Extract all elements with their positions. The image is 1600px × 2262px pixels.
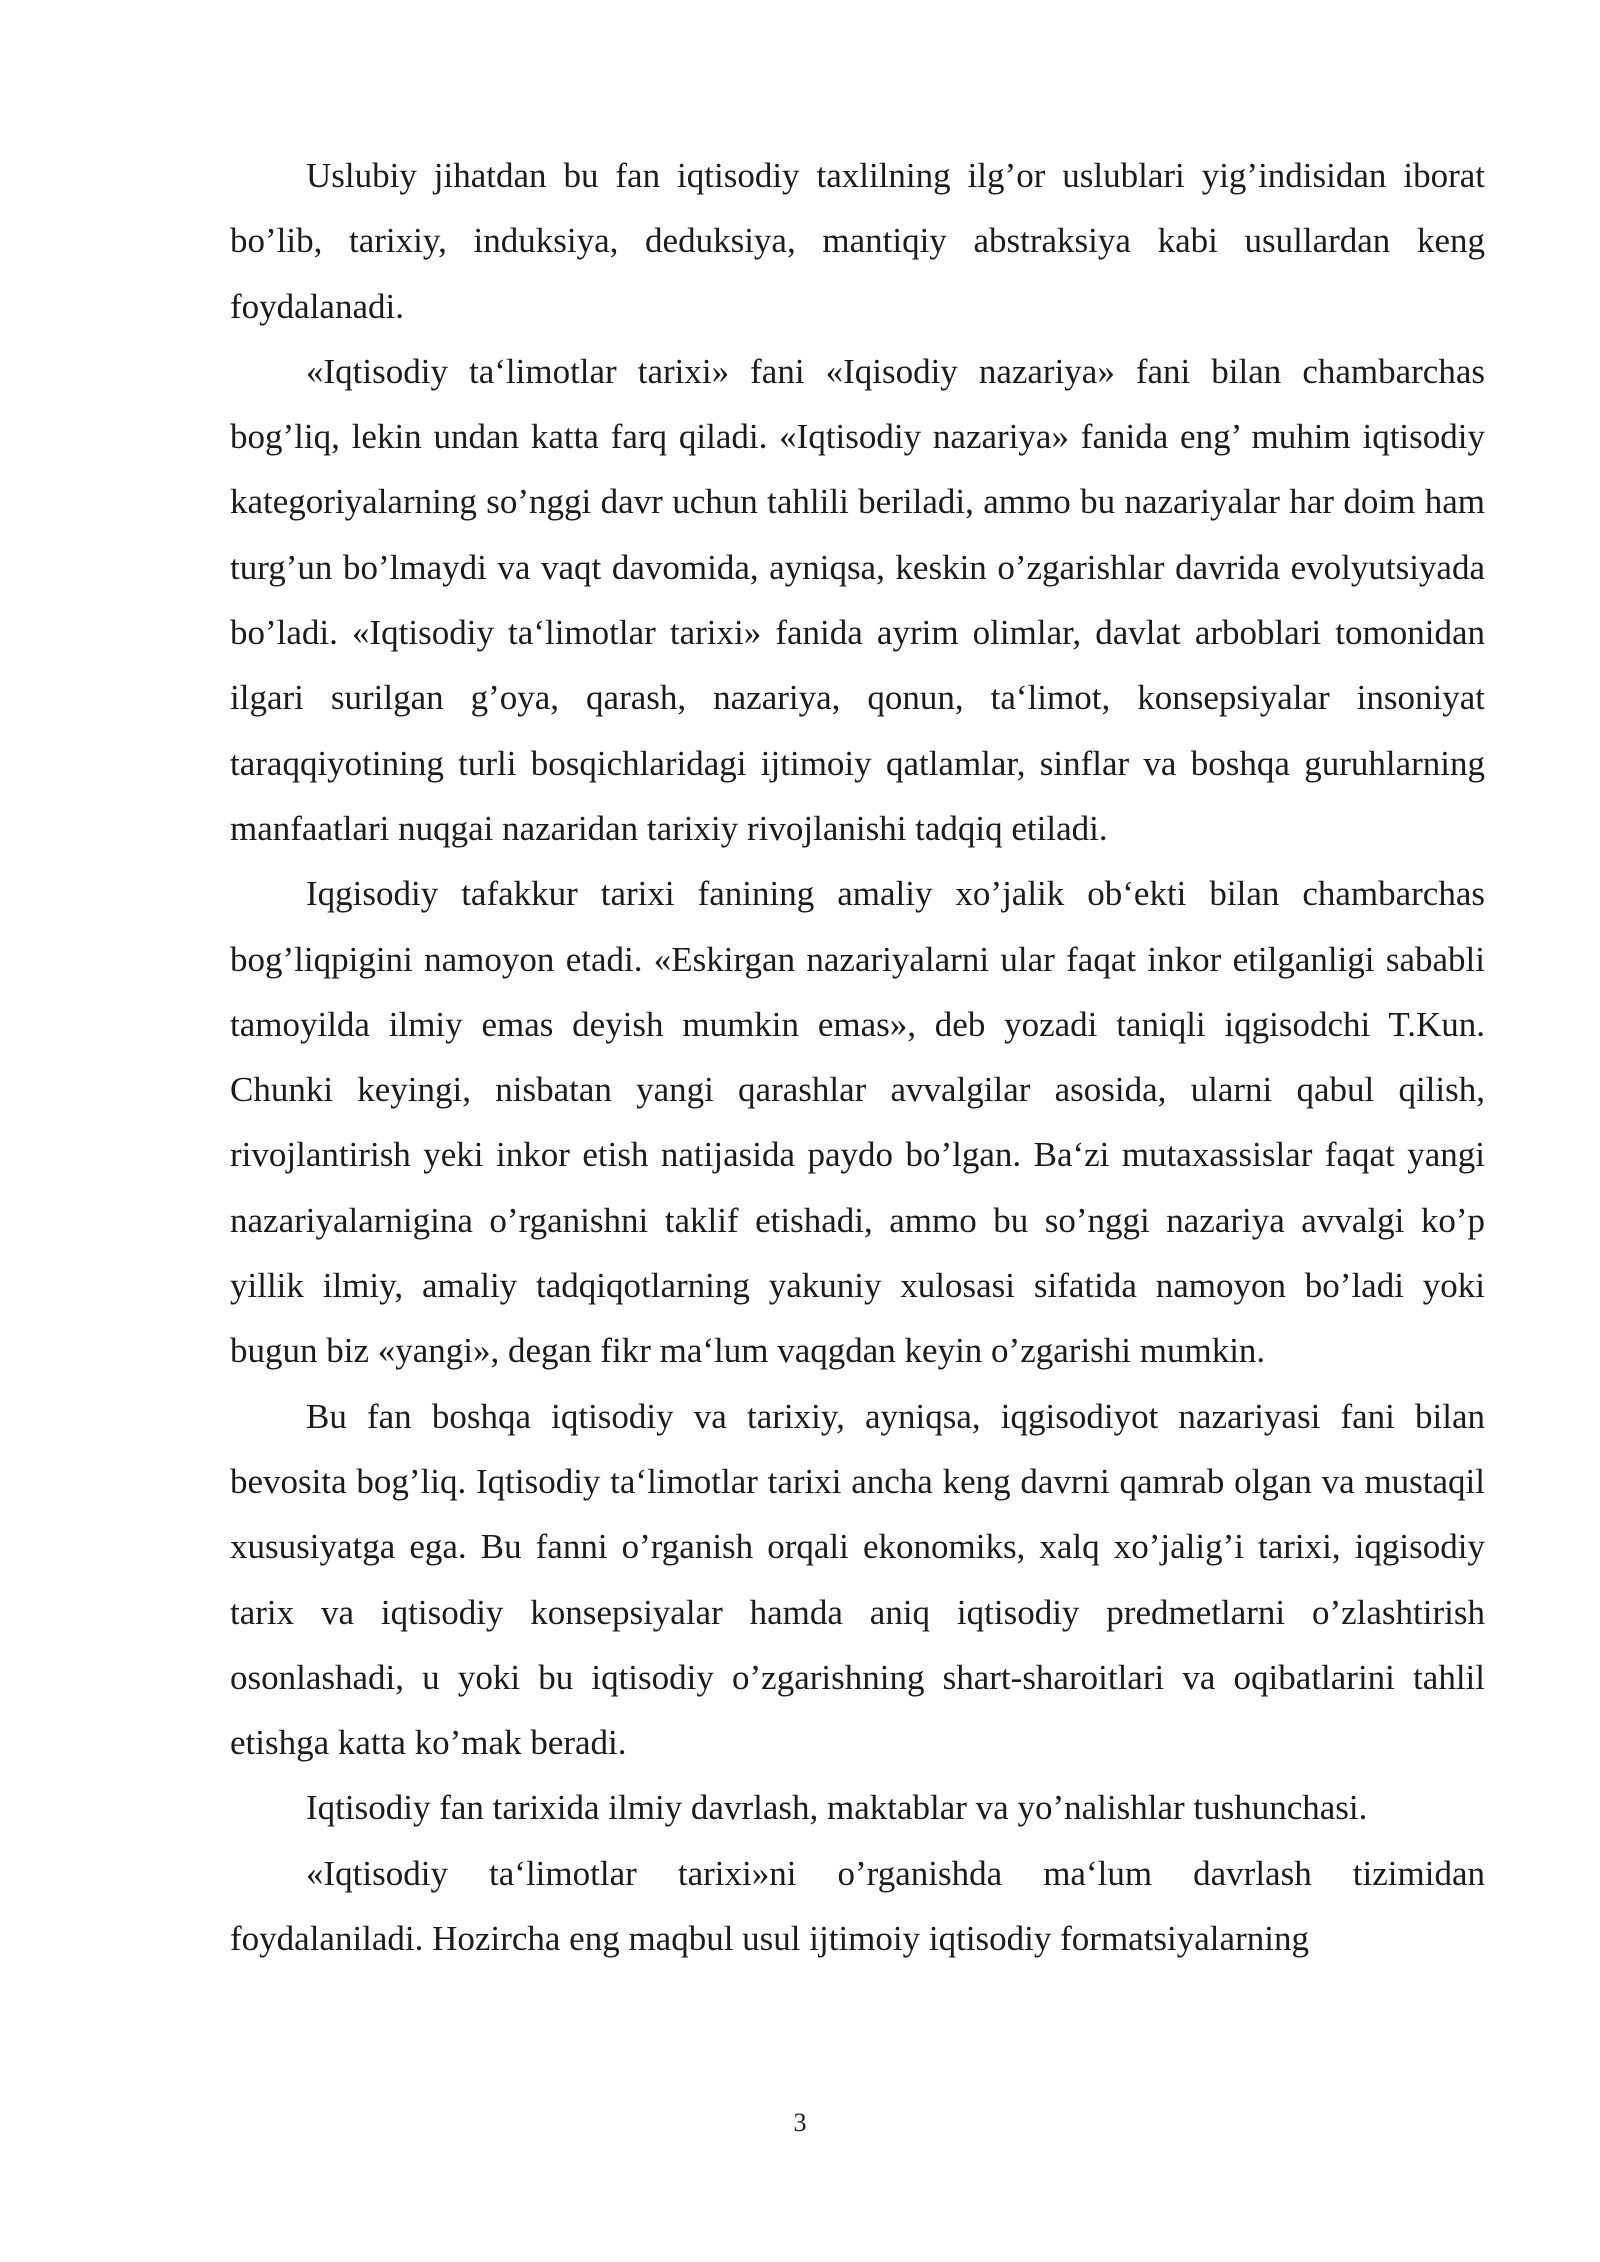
page-number: 3 [793, 2108, 807, 2137]
paragraph-section-heading: Iqtisodiy fan tarixida ilmiy davrlash, maktablar va yo’nalishlar tushunchasi. [306, 1788, 1368, 1828]
paragraph-economic-thought-history: Iqgisodiy tafakkur tarixi fanining amaliy xo’jalik ob‘ekti bilan chambarchas bog’liqpigini namoyon etadi. «Eskirgan nazariyalarni ular faqat inkor etilganligi sababli tamoyilda ilmiy emas deyish mumkin emas», deb yozadi taniqli iqgisodchi T.Kun. Chunki keyingi, nisbatan yangi qarashlar avvalgilar asosida, ularni qabul qilish, rivojlantirish yeki inkor etish natijasida paydo bo’lgan. Ba‘zi mutaxassislar faqat yangi nazariyalarnigina o’rganishni taklif etishadi, ammo bu so’nggi nazariya avvalgi ko’p yillik ilmiy, amaliy tadqiqotlarning yakuniy xulosasi sifatida namoyon bo’ladi yoki bugun biz «yangi», degan fikr ma‘lum vaqgdan keyin o’zgarishi mumkin. [230, 874, 1485, 1371]
body-text [230, 143, 1485, 1971]
paragraph-relation-to-economic-theory: «Iqtisodiy ta‘limotlar tarixi» fani «Iqisodiy nazariya» fani bilan chambarchas bog’liq, lekin undan katta farq qiladi. «Iqtisodiy nazariya» fanida eng’ muhim iqtisodiy kategoriyalarning so’nggi davr uchun tahlili beriladi, ammo bu nazariyalar har doim ham turg’un bo’lmaydi va vaqt davomida, ayniqsa, keskin o’zgarishlar davrida evolyutsiyada bo’ladi. «Iqtisodiy ta‘limotlar tarixi» fanida ayrim olimlar, davlat arboblari tomonidan ilgari surilgan g’oya, qarash, nazariya, qonun, ta‘limot, konsepsiyalar insoniyat taraqqiyotining turli bosqichlaridagi ijtimoiy qatlamlar, sinflar va boshqa guruhlarning manfaatlari nuqgai nazaridan tarixiy rivojlanishi tadqiq etiladi. [230, 351, 1485, 848]
paragraph-methodology: Uslubiy jihatdan bu fan iqtisodiy taxlilning ilg’or uslublari yig’indisidan iborat bo’lib, tarixiy, induksiya, deduksiya, mantiqiy abstraksiya kabi usullardan keng foydalanadi. [230, 156, 1485, 326]
paragraph-periodization: «Iqtisodiy ta‘limotlar tarixi»ni o’rganishda ma‘lum davrlash tizimidan foydalaniladi. Hozircha eng maqbul usul ijtimoiy iqtisodiy formatsiyalarning [230, 1853, 1485, 1959]
paragraph-related-disciplines: Bu fan boshqa iqtisodiy va tarixiy, ayniqsa, iqgisodiyot nazariyasi fani bilan bevosita bog’liq. Iqtisodiy ta‘limotlar tarixi ancha keng davrni qamrab olgan va mustaqil xususiyatga ega. Bu fanni o’rganish orqali ekonomiks, xalq xo’jalig’i tarixi, iqgisodiy tarix va iqtisodiy konsepsiyalar hamda aniq iqtisodiy predmetlarni o’zlashtirish osonlashadi, u yoki bu iqtisodiy o’zgarishning shart-sharoitlari va oqibatlarini tahlil etishga katta ko’mak beradi. [230, 1396, 1485, 1763]
